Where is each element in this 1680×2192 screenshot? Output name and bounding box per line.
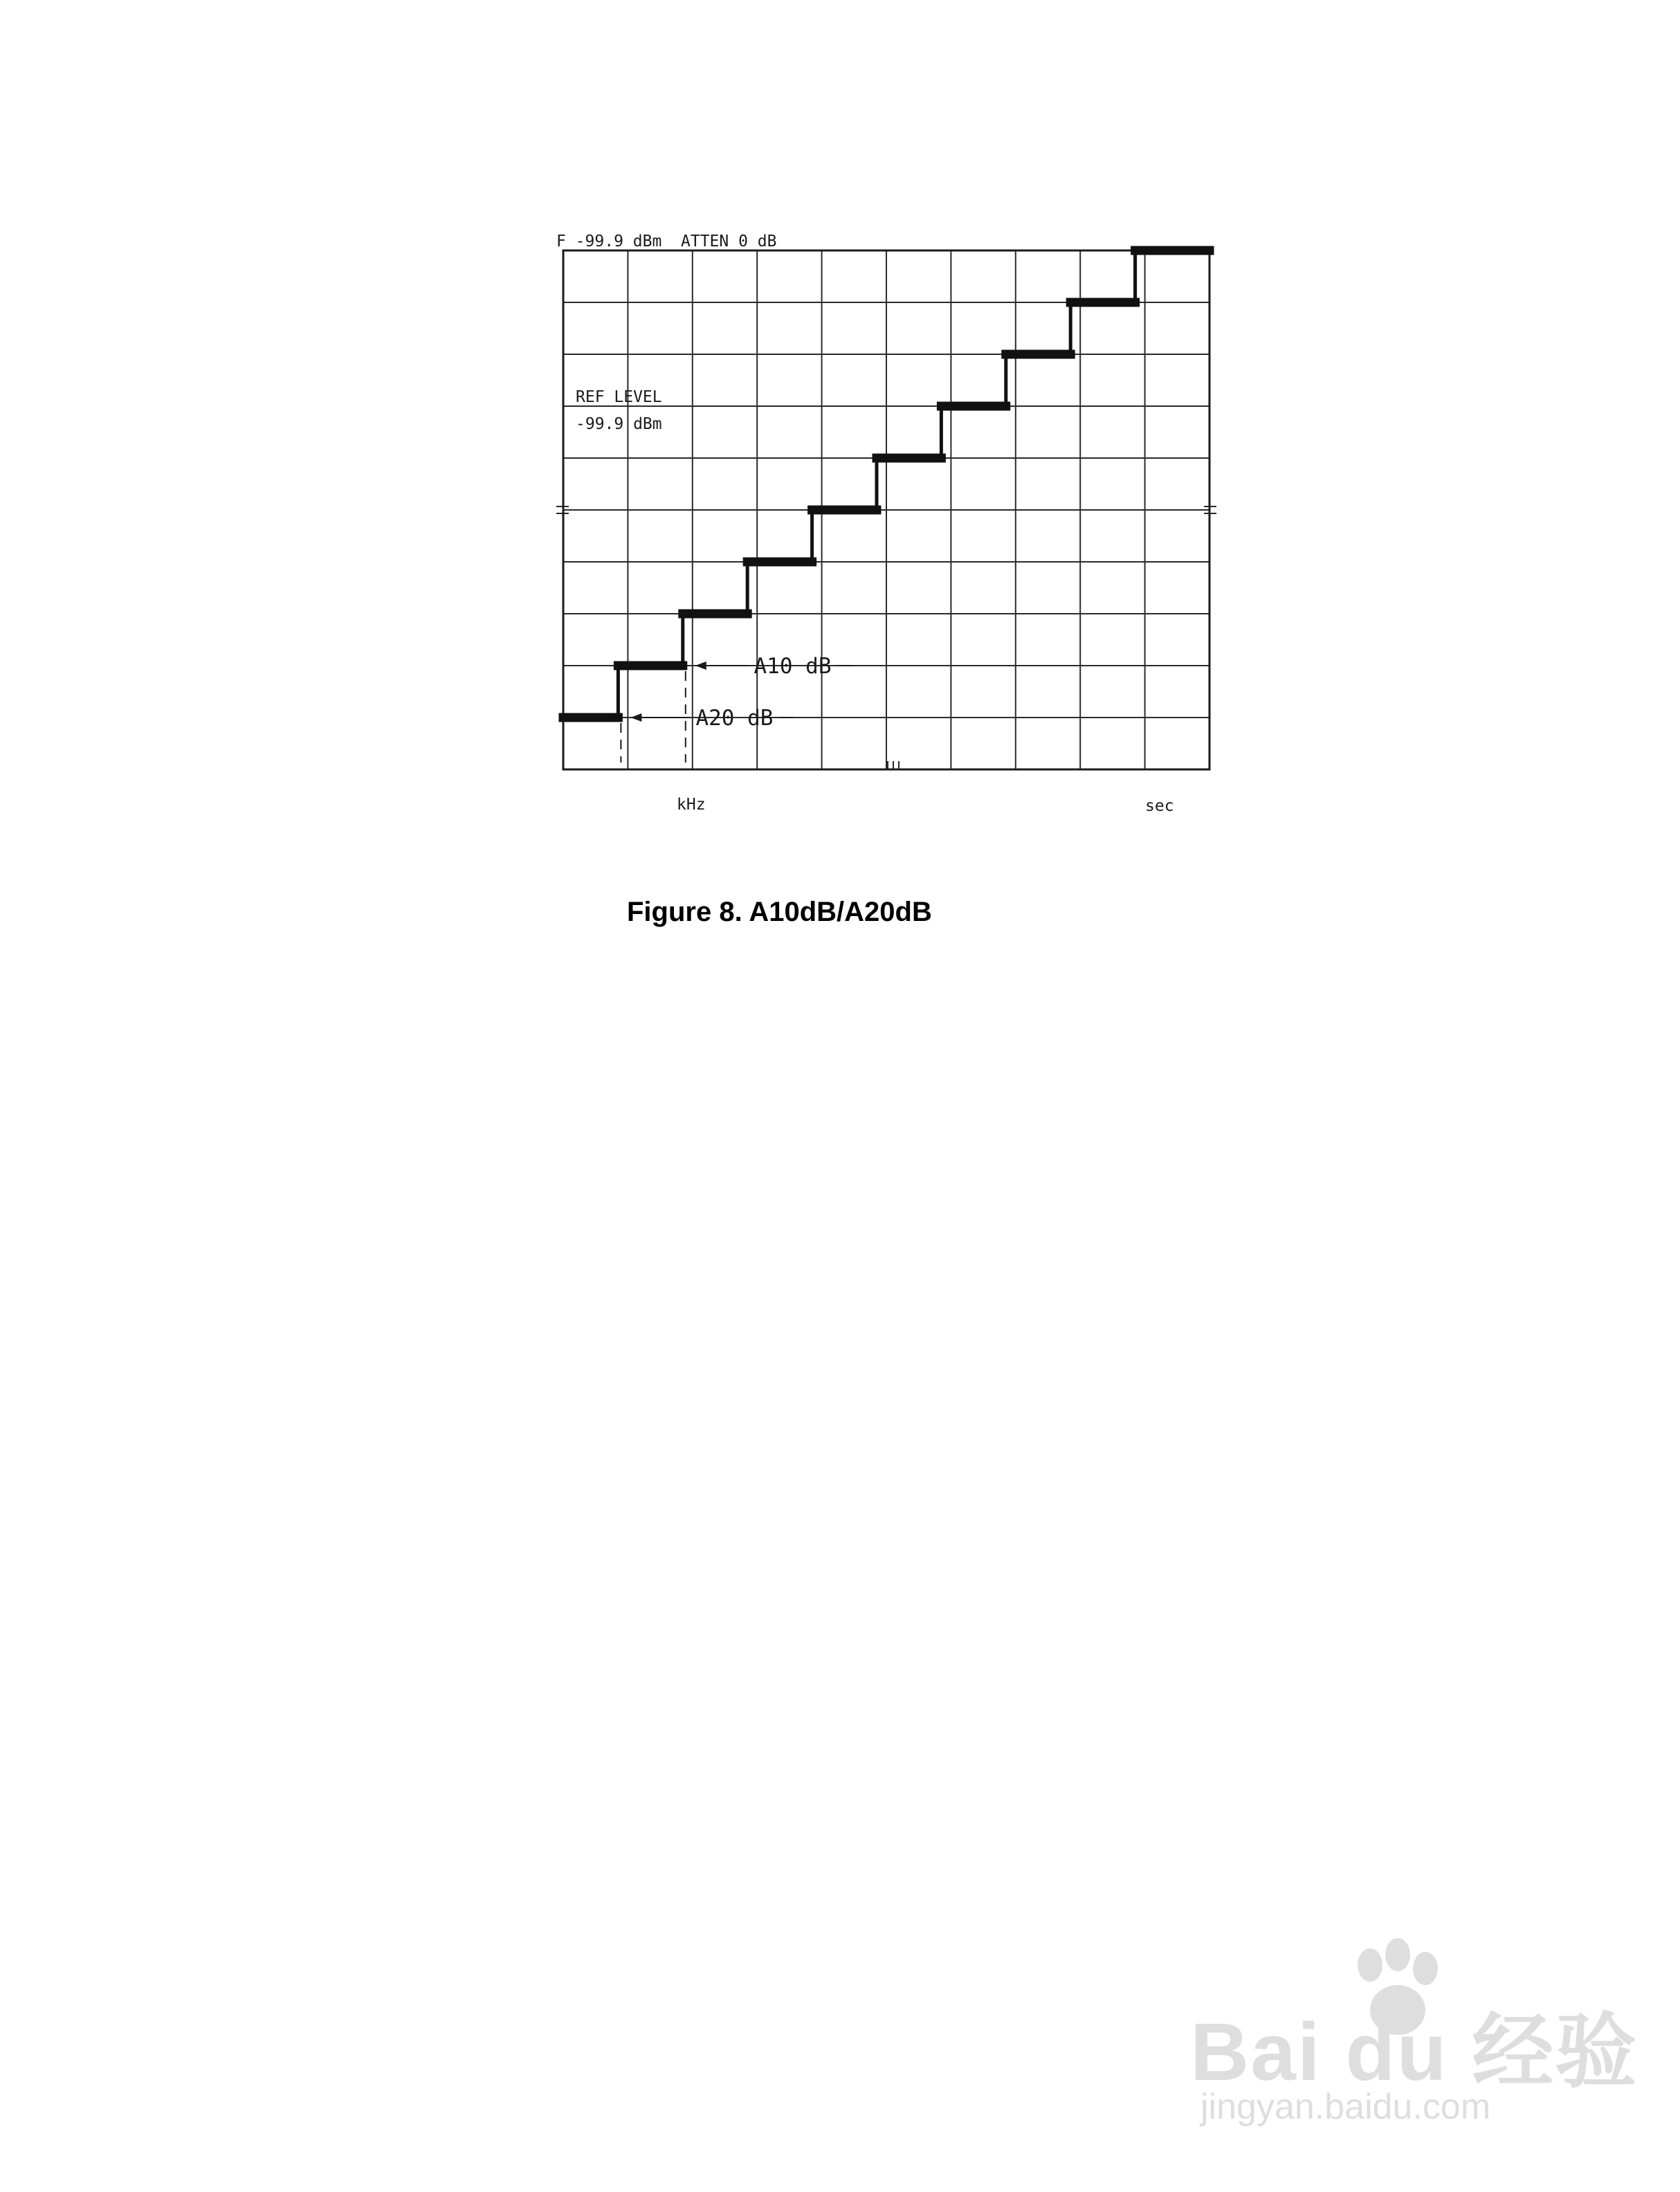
ref-level-value: -99.9 dBm [576, 415, 662, 433]
grid-lines [556, 250, 1216, 769]
watermark-main: Bai du 经验 [1190, 2007, 1638, 2098]
annotation-label: A20 dB [695, 706, 774, 731]
header-text: F -99.9 dBm ATTEN 0 dB [556, 232, 777, 250]
annotation-label: A10 dB [754, 654, 832, 679]
sweep-unit-label: sec [1145, 797, 1174, 815]
annotation-arrowhead [630, 713, 641, 722]
figure-caption [627, 897, 932, 928]
watermark-url: jingyan.baidu.com [1200, 2087, 1491, 2127]
annotation-arrowhead [695, 661, 706, 670]
baidu-watermark [1187, 1937, 1638, 2145]
annotation-layer [621, 654, 852, 762]
caption-title: A10dB/A20dB [749, 897, 932, 927]
ref-level-label: REF LEVEL [576, 388, 662, 406]
caption-prefix: Figure 8. [627, 897, 742, 927]
x-unit-label: kHz [677, 796, 706, 814]
